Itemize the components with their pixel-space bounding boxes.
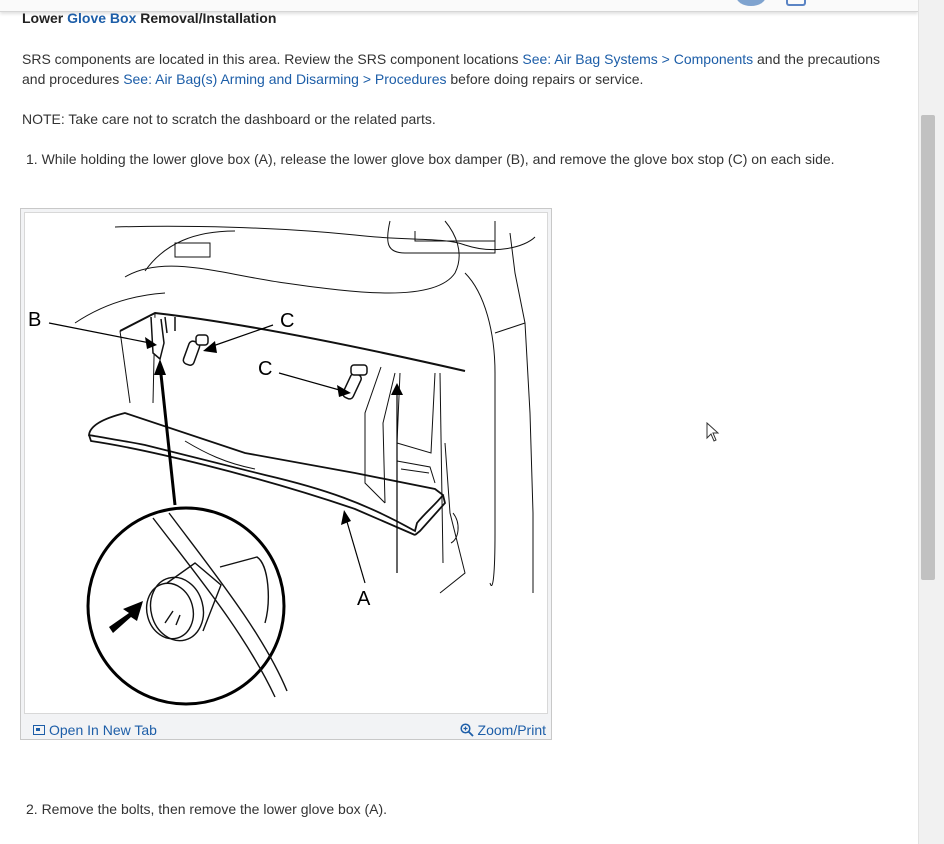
air-bag-components-link[interactable]: See: Air Bag Systems > Components: [522, 51, 754, 67]
air-bag-arming-link[interactable]: See: Air Bag(s) Arming and Disarming > Procedures: [123, 71, 447, 87]
diagram-drawing: [25, 213, 547, 713]
scrollbar-thumb[interactable]: [921, 115, 935, 580]
note-paragraph: NOTE: Take care not to scratch the dashboard or the related parts.: [22, 111, 436, 127]
label-c-middle: C: [258, 358, 273, 380]
mouse-cursor-icon: [706, 422, 720, 444]
document-icon[interactable]: [786, 0, 806, 6]
new-tab-icon: [33, 725, 45, 735]
zoom-print-link[interactable]: Zoom/Print: [460, 722, 546, 738]
srs-warning-paragraph: SRS components are located in this area. Review the SRS component locations See: Air Bag Systems > Components and the precautions and procedures See: Air Bag(s) Arming and Disarming > Procedures before doing repairs or service.: [22, 51, 880, 87]
label-b: B: [28, 309, 42, 331]
figure-footer: [21, 714, 551, 740]
glove-box-diagram[interactable]: [24, 212, 548, 714]
label-a: A: [357, 588, 371, 610]
figure-container: [20, 208, 552, 740]
zoom-icon: [460, 723, 474, 737]
open-in-new-tab-link[interactable]: Open In New Tab: [33, 722, 157, 738]
user-avatar-icon[interactable]: [736, 0, 766, 6]
detail-circle: [88, 508, 287, 704]
title-highlight: Glove Box: [67, 10, 137, 26]
page-title: Lower Glove Box Removal/Installation: [22, 10, 277, 26]
step-1: 1. While holding the lower glove box (A), release the lower glove box damper (B), and remove the glove box stop (C) on each side.: [26, 151, 835, 167]
label-c-top: C: [280, 310, 295, 332]
step-2: 2. Remove the bolts, then remove the lower glove box (A).: [26, 801, 388, 817]
